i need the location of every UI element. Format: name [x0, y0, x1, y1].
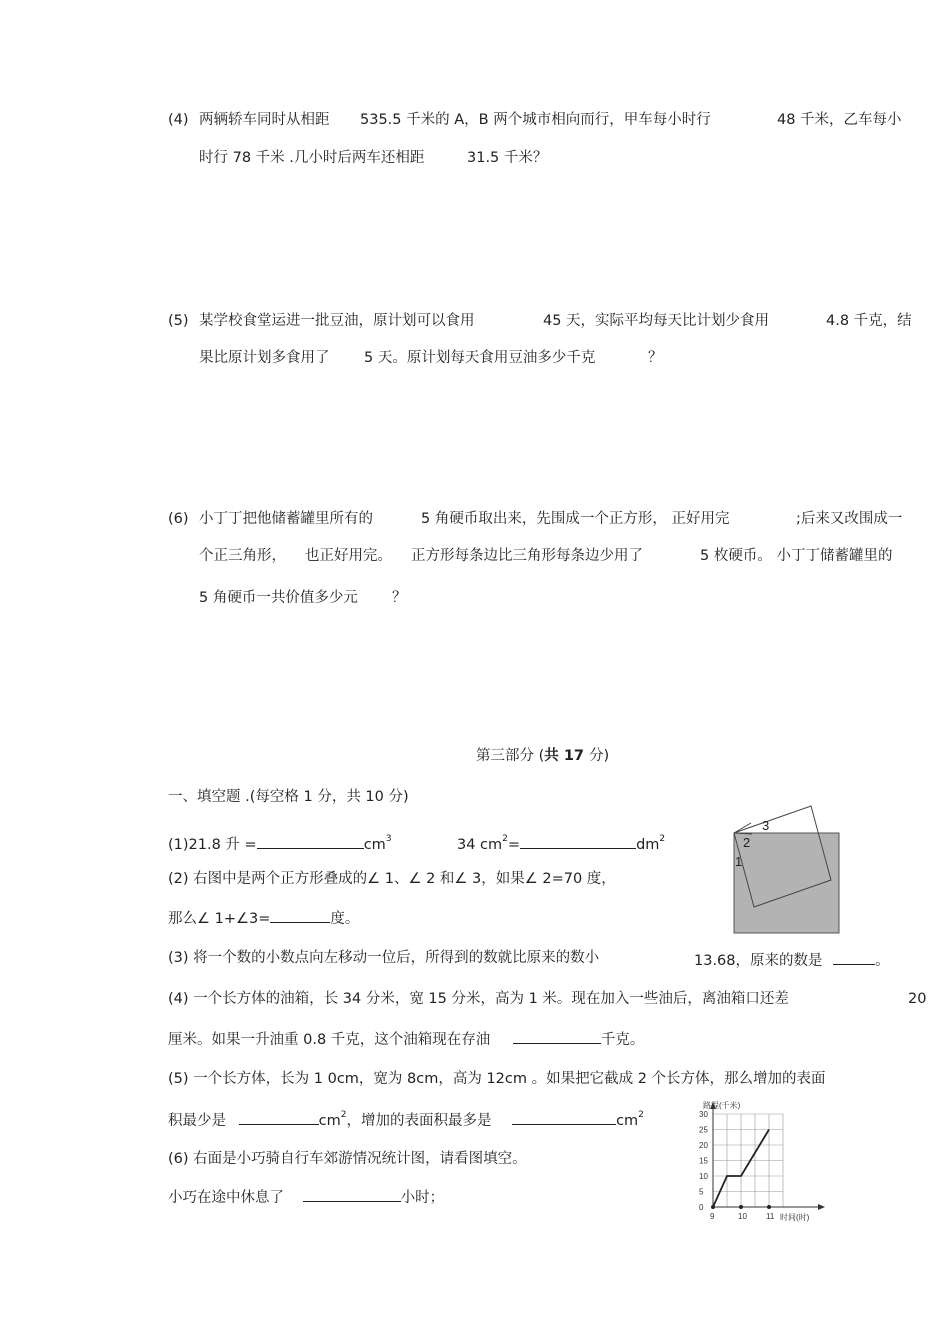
problem-5-text-1c: 4.8 千克，结 — [826, 313, 912, 329]
problem-6-text-1b: 5 角硬币取出来，先围成一个正方形， 正好用完 — [421, 511, 730, 527]
q4-answer-blank[interactable] — [513, 1027, 601, 1044]
q5-line-1: (5) 一个长方体，长为 1 0cm，宽为 8cm，高为 12cm 。如果把它截成 2 个长方体，那么增加的表面 — [168, 1071, 826, 1087]
q2-answer-blank[interactable] — [270, 906, 330, 923]
q5-max-answer-blank[interactable] — [512, 1108, 616, 1125]
problem-4-text-1a: 两辆轿车同时从相距 — [199, 112, 330, 128]
q1-area-conversion: 34 $cm^2= dm^2$ — [457, 834, 666, 853]
chart-y-tick-label: 20 — [699, 1141, 708, 1150]
q1a-answer-blank[interactable] — [257, 832, 364, 849]
q4-line-1: (4) 一个长方体的油箱，长 34 分米，宽 15 分米，高为 1 米。现在加入一些油后，离油箱口还差 — [168, 991, 789, 1007]
chart-x-tick-dot — [767, 1205, 771, 1209]
chart-x-tick-label: 9 — [710, 1212, 715, 1221]
q3-text-2: 13.68，原来的数是 。 — [694, 948, 890, 971]
chart-y-tick-label: 5 — [699, 1187, 704, 1197]
chart-x-tick-dot — [739, 1205, 743, 1209]
q2-line-2: 那么∠ 1+∠3= 度。 — [168, 906, 359, 929]
q6-line-1: (6) 右面是小巧骑自行车郊游情况统计图，请看图填空。 — [168, 1151, 527, 1167]
problem-4-text-2b: 31.5 千米？ — [467, 150, 548, 166]
chart-y-tick-label: 25 — [699, 1125, 708, 1135]
problem-6-text-1a: 小丁丁把他储蓄罐里所有的 — [199, 511, 373, 527]
problem-6-text-2a: 个正三角形， — [199, 548, 286, 564]
q4-line-2: 厘米。如果一升油重 0.8 千克，这个油箱现在存油 千克。 — [168, 1027, 644, 1050]
q6-line-2: 小巧在途中休息了 小时； — [168, 1185, 444, 1208]
problem-4-number: (4) — [168, 112, 189, 128]
problem-5-number: (5) — [168, 313, 189, 329]
problem-6-text-3b: ？ — [392, 590, 407, 606]
q2-line-1: (2) 右图中是两个正方形叠成的∠ 1、∠ 2 和∠ 3，如果∠ 2=70 度， — [168, 871, 616, 887]
q1-volume-conversion: (1)21.8 升 = $cm^3$ — [168, 834, 392, 853]
chart-y-tick-label: 10 — [699, 1172, 708, 1181]
fill-in-heading: 一、填空题 .(每空格 1 分，共 10 分) — [168, 789, 409, 805]
chart-y-title: 路程(千米) — [703, 1101, 741, 1110]
q4-line-1-end: 20 — [908, 991, 927, 1007]
problem-5-text-2c: ？ — [648, 350, 663, 366]
angle-3-label: 3 — [762, 818, 770, 833]
q3-answer-blank[interactable] — [833, 948, 875, 965]
problem-4-text-2a: 时行 78 千米 .几小时后两车还相距 — [199, 150, 425, 166]
chart-x-axis-arrow — [818, 1204, 825, 1210]
problem-4-text-1c: 48 千米，乙车每小 — [777, 112, 902, 128]
problem-6-text-3a: 5 角硬币一共价值多少元 — [199, 590, 358, 606]
section-3-title: 第三部分 (共 17 分) — [476, 748, 610, 764]
problem-6-text-1c: ;后来又改围成一 — [796, 511, 903, 527]
chart-x-tick-label: 10 — [738, 1212, 747, 1221]
angle-1-label: 1 — [735, 854, 743, 869]
problem-5-text-2b: 5 天。原计划每天食用豆油多少千克 — [364, 350, 596, 366]
q5-line-2: 积最少是 $cm^2$，增加的表面积最多是 $cm^2$ — [168, 1110, 644, 1129]
chart-grid — [713, 1114, 783, 1207]
chart-x-label: 时间(时) — [780, 1213, 810, 1222]
problem-5-text-1b: 45 天，实际平均每天比计划少食用 — [543, 313, 770, 329]
q1b-answer-blank[interactable] — [520, 832, 636, 849]
problem-4-text-1b: 535.5 千米的 A，B 两个城市相向而行，甲车每小时行 — [360, 112, 711, 128]
q5-min-answer-blank[interactable] — [239, 1108, 319, 1125]
overlapping-squares-figure — [728, 800, 844, 938]
q3-text: (3) 将一个数的小数点向左移动一位后，所得到的数就比原来的数小 — [168, 950, 600, 966]
angle-2-label: 2 — [743, 835, 751, 850]
chart-y-tick-label: 30 — [699, 1110, 708, 1119]
problem-6-text-2d: 5 枚硬币。 小丁丁储蓄罐里的 — [700, 548, 893, 564]
problem-6-number: (6) — [168, 511, 189, 527]
problem-6-text-2c: 正方形每条边比三角形每条边少用了 — [411, 548, 643, 564]
problem-6-text-2b: 也正好用完。 — [305, 548, 392, 564]
chart-x-tick-label: 11 — [766, 1212, 775, 1221]
q6-answer-blank[interactable] — [303, 1185, 401, 1202]
problem-5-text-2a: 果比原计划多食用了 — [199, 350, 330, 366]
chart-y-tick-label: 15 — [699, 1156, 708, 1166]
cycling-trip-chart — [683, 1094, 828, 1224]
chart-tick-labels — [699, 1110, 775, 1221]
problem-5-text-1a: 某学校食堂运进一批豆油，原计划可以食用 — [199, 313, 475, 329]
chart-y-tick-label: 0 — [699, 1203, 704, 1212]
